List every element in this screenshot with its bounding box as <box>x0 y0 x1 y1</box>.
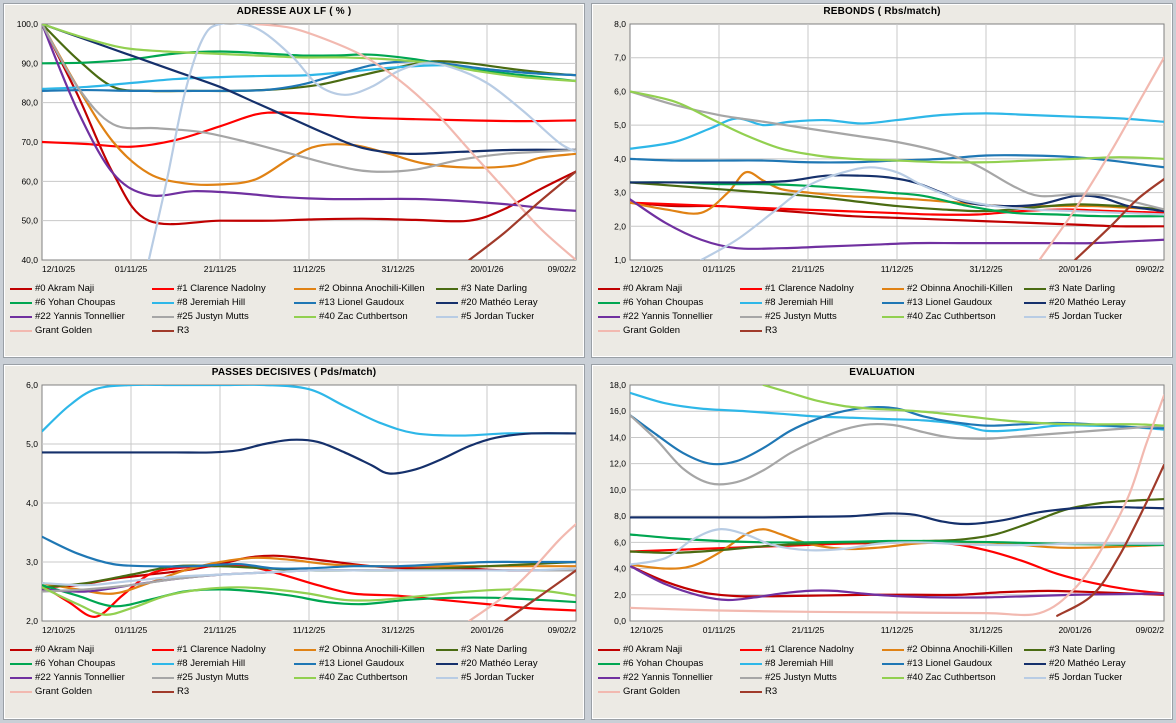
legend-label: #5 Jordan Tucker <box>461 672 535 683</box>
legend-label: #20 Mathéo Leray <box>461 297 538 308</box>
svg-text:21/11/25: 21/11/25 <box>203 264 237 274</box>
legend-label: #3 Nate Darling <box>461 283 528 294</box>
legend-swatch-icon <box>740 677 762 679</box>
legend-item <box>10 282 152 296</box>
svg-text:4,0: 4,0 <box>614 153 626 164</box>
legend-item <box>740 310 882 324</box>
legend-item <box>1024 296 1166 310</box>
legend-label: #6 Yohan Choupas <box>35 658 116 669</box>
legend-item <box>436 310 578 324</box>
legend-item <box>294 310 436 324</box>
legend-item <box>882 643 1024 657</box>
legend-label: #8 Jeremiah Hill <box>177 658 246 669</box>
svg-text:31/12/25: 31/12/25 <box>969 625 1003 635</box>
legend-label: #40 Zac Cuthbertson <box>907 672 996 683</box>
legend-swatch-icon <box>740 663 762 665</box>
svg-text:40,0: 40,0 <box>21 255 38 265</box>
legend-swatch-icon <box>740 691 762 693</box>
legend-item <box>436 282 578 296</box>
legend-label: #40 Zac Cuthbertson <box>319 311 408 322</box>
legend-label: #1 Clarence Nadolny <box>177 283 266 294</box>
svg-text:50,0: 50,0 <box>21 215 38 226</box>
legend-item <box>10 324 152 338</box>
legend-label: #20 Mathéo Leray <box>1049 658 1126 669</box>
legend-swatch-icon <box>1024 316 1046 318</box>
legend-swatch-icon <box>294 677 316 679</box>
legend-item <box>152 643 294 657</box>
legend-label: #40 Zac Cuthbertson <box>319 672 408 683</box>
legend-swatch-icon <box>740 288 762 290</box>
legend-swatch-icon <box>598 316 620 318</box>
legend-item <box>1024 643 1166 657</box>
legend-swatch-icon <box>1024 677 1046 679</box>
svg-text:12/10/25: 12/10/25 <box>42 264 76 274</box>
legend-item <box>436 657 578 671</box>
legend-label: #22 Yannis Tonnellier <box>623 672 713 683</box>
legend-item <box>882 296 1024 310</box>
svg-text:21/11/25: 21/11/25 <box>791 625 825 635</box>
legend-item <box>1024 671 1166 685</box>
legend-item <box>598 671 740 685</box>
legend-label: #22 Yannis Tonnellier <box>35 311 125 322</box>
legend-label: #25 Justyn Mutts <box>177 311 249 322</box>
legend-item <box>10 685 152 699</box>
legend-swatch-icon <box>152 691 174 693</box>
legend-label: #0 Akram Naji <box>35 283 95 294</box>
legend-label: #2 Obinna Anochili-Killen <box>319 644 425 655</box>
legend-item <box>598 310 740 324</box>
legend-swatch-icon <box>740 330 762 332</box>
legend-label: #25 Justyn Mutts <box>177 672 249 683</box>
legend-0 <box>10 282 578 338</box>
svg-text:12,0: 12,0 <box>609 458 626 469</box>
legend-label: #6 Yohan Choupas <box>35 297 116 308</box>
legend-item <box>10 310 152 324</box>
legend-label: #40 Zac Cuthbertson <box>907 311 996 322</box>
legend-item <box>436 671 578 685</box>
legend-label: R3 <box>765 325 778 336</box>
svg-text:5,0: 5,0 <box>26 439 38 449</box>
legend-item <box>740 643 882 657</box>
legend-item <box>294 671 436 685</box>
legend-swatch-icon <box>294 663 316 665</box>
legend-label: #22 Yannis Tonnellier <box>35 672 125 683</box>
svg-text:31/12/25: 31/12/25 <box>381 264 415 274</box>
legend-item <box>152 296 294 310</box>
legend-label: Grant Golden <box>35 686 93 697</box>
legend-item <box>740 657 882 671</box>
svg-text:6,0: 6,0 <box>614 537 626 548</box>
svg-text:3,0: 3,0 <box>26 557 38 567</box>
legend-item <box>882 671 1024 685</box>
legend-swatch-icon <box>1024 288 1046 290</box>
legend-item <box>598 324 740 338</box>
legend-label: #2 Obinna Anochili-Killen <box>319 283 425 294</box>
legend-swatch-icon <box>1024 649 1046 651</box>
legend-swatch-icon <box>152 330 174 332</box>
svg-text:01/11/25: 01/11/25 <box>702 264 736 274</box>
svg-text:18,0: 18,0 <box>609 380 626 390</box>
legend-swatch-icon <box>882 302 904 304</box>
svg-text:7,0: 7,0 <box>614 52 626 63</box>
svg-text:14,0: 14,0 <box>609 432 626 443</box>
svg-text:11/12/25: 11/12/25 <box>292 264 326 274</box>
legend-item <box>152 671 294 685</box>
legend-swatch-icon <box>882 316 904 318</box>
legend-item <box>598 296 740 310</box>
legend-label: Grant Golden <box>623 325 681 336</box>
panel-passes-decisives <box>0 361 588 723</box>
legend-swatch-icon <box>436 288 458 290</box>
svg-text:3,0: 3,0 <box>614 187 626 198</box>
legend-item <box>598 643 740 657</box>
legend-label: #8 Jeremiah Hill <box>765 297 834 308</box>
svg-text:11/12/25: 11/12/25 <box>292 625 326 635</box>
svg-text:01/11/25: 01/11/25 <box>702 625 736 635</box>
legend-label: #22 Yannis Tonnellier <box>623 311 713 322</box>
legend-item <box>740 685 882 699</box>
legend-1 <box>598 282 1166 338</box>
legend-swatch-icon <box>10 302 32 304</box>
svg-text:31/12/25: 31/12/25 <box>969 264 1003 274</box>
legend-label: #13 Lionel Gaudoux <box>319 658 405 669</box>
panel-rebonds <box>588 0 1176 361</box>
svg-text:20/01/26: 20/01/26 <box>1058 264 1092 274</box>
legend-label: #1 Clarence Nadolny <box>765 283 854 294</box>
svg-text:12/10/25: 12/10/25 <box>630 264 664 274</box>
plot-area-1 <box>596 18 1170 280</box>
legend-item <box>152 324 294 338</box>
legend-item <box>152 657 294 671</box>
legend-swatch-icon <box>152 302 174 304</box>
legend-swatch-icon <box>152 663 174 665</box>
svg-text:10,0: 10,0 <box>609 484 626 495</box>
svg-text:0,0: 0,0 <box>614 616 626 626</box>
legend-swatch-icon <box>436 677 458 679</box>
legend-label: R3 <box>177 325 190 336</box>
svg-text:01/11/25: 01/11/25 <box>114 625 148 635</box>
plot-area-3 <box>596 379 1170 641</box>
legend-swatch-icon <box>152 288 174 290</box>
legend-label: Grant Golden <box>623 686 681 697</box>
legend-label: R3 <box>177 686 190 697</box>
legend-swatch-icon <box>152 649 174 651</box>
legend-item <box>436 296 578 310</box>
legend-label: #3 Nate Darling <box>461 644 528 655</box>
legend-label: Grant Golden <box>35 325 93 336</box>
legend-label: #13 Lionel Gaudoux <box>907 297 993 308</box>
legend-label: #2 Obinna Anochili-Killen <box>907 283 1013 294</box>
legend-label: #25 Justyn Mutts <box>765 672 837 683</box>
legend-item <box>740 324 882 338</box>
legend-label: #5 Jordan Tucker <box>1049 672 1123 683</box>
svg-text:4,0: 4,0 <box>614 563 626 574</box>
legend-label: #3 Nate Darling <box>1049 283 1116 294</box>
legend-item <box>294 282 436 296</box>
legend-label: R3 <box>765 686 778 697</box>
legend-3 <box>598 643 1166 699</box>
legend-swatch-icon <box>10 316 32 318</box>
panel-adresse-aux-lf <box>0 0 588 361</box>
chart-title-2: PASSES DECISIVES ( Pds/match) <box>211 367 377 378</box>
legend-swatch-icon <box>882 677 904 679</box>
legend-item <box>10 657 152 671</box>
svg-text:11/12/25: 11/12/25 <box>880 264 914 274</box>
legend-label: #8 Jeremiah Hill <box>177 297 246 308</box>
legend-label: #0 Akram Naji <box>623 283 683 294</box>
legend-label: #13 Lionel Gaudoux <box>319 297 405 308</box>
legend-swatch-icon <box>598 288 620 290</box>
legend-item <box>294 657 436 671</box>
legend-item <box>882 282 1024 296</box>
chart-title-0: ADRESSE AUX LF ( % ) <box>236 6 352 17</box>
legend-swatch-icon <box>10 330 32 332</box>
legend-item <box>294 643 436 657</box>
svg-text:2,0: 2,0 <box>614 221 626 232</box>
legend-swatch-icon <box>10 649 32 651</box>
legend-label: #6 Yohan Choupas <box>623 297 704 308</box>
legend-item <box>598 657 740 671</box>
legend-swatch-icon <box>152 677 174 679</box>
plot-area-0 <box>8 18 582 280</box>
legend-swatch-icon <box>436 316 458 318</box>
svg-text:5,0: 5,0 <box>614 120 626 131</box>
legend-item <box>598 282 740 296</box>
legend-item <box>882 657 1024 671</box>
legend-item <box>152 282 294 296</box>
legend-item <box>1024 310 1166 324</box>
svg-text:09/02/2: 09/02/2 <box>547 625 576 635</box>
svg-text:16,0: 16,0 <box>609 406 626 417</box>
plot-area-2 <box>8 379 582 641</box>
legend-item <box>152 310 294 324</box>
legend-swatch-icon <box>294 288 316 290</box>
svg-text:20/01/26: 20/01/26 <box>1058 625 1092 635</box>
legend-item <box>1024 657 1166 671</box>
panel-evaluation <box>588 361 1176 723</box>
svg-text:01/11/25: 01/11/25 <box>114 264 148 274</box>
svg-text:6,0: 6,0 <box>26 380 38 390</box>
legend-swatch-icon <box>598 302 620 304</box>
svg-text:12/10/25: 12/10/25 <box>630 625 664 635</box>
legend-swatch-icon <box>598 330 620 332</box>
legend-swatch-icon <box>10 691 32 693</box>
legend-label: #5 Jordan Tucker <box>461 311 535 322</box>
legend-swatch-icon <box>1024 663 1046 665</box>
legend-label: #3 Nate Darling <box>1049 644 1116 655</box>
legend-swatch-icon <box>740 302 762 304</box>
legend-item <box>10 296 152 310</box>
svg-text:21/11/25: 21/11/25 <box>203 625 237 635</box>
legend-label: #0 Akram Naji <box>35 644 95 655</box>
svg-text:8,0: 8,0 <box>614 19 626 29</box>
svg-text:100,0: 100,0 <box>16 19 38 29</box>
legend-label: #25 Justyn Mutts <box>765 311 837 322</box>
svg-text:1,0: 1,0 <box>614 255 626 265</box>
legend-swatch-icon <box>740 649 762 651</box>
legend-swatch-icon <box>882 288 904 290</box>
legend-item <box>152 685 294 699</box>
legend-swatch-icon <box>10 677 32 679</box>
legend-swatch-icon <box>882 649 904 651</box>
legend-item <box>740 282 882 296</box>
legend-swatch-icon <box>152 316 174 318</box>
legend-item <box>740 296 882 310</box>
legend-item <box>10 643 152 657</box>
legend-swatch-icon <box>436 663 458 665</box>
svg-text:09/02/2: 09/02/2 <box>1135 264 1164 274</box>
legend-label: #5 Jordan Tucker <box>1049 311 1123 322</box>
svg-text:12/10/25: 12/10/25 <box>42 625 76 635</box>
svg-text:21/11/25: 21/11/25 <box>791 264 825 274</box>
legend-swatch-icon <box>294 302 316 304</box>
svg-text:2,0: 2,0 <box>26 616 38 626</box>
legend-item <box>294 296 436 310</box>
legend-label: #13 Lionel Gaudoux <box>907 658 993 669</box>
legend-swatch-icon <box>294 649 316 651</box>
legend-swatch-icon <box>294 316 316 318</box>
svg-text:70,0: 70,0 <box>21 137 38 147</box>
svg-text:4,0: 4,0 <box>26 498 38 508</box>
legend-swatch-icon <box>10 288 32 290</box>
legend-label: #20 Mathéo Leray <box>461 658 538 669</box>
legend-item <box>436 643 578 657</box>
svg-text:8,0: 8,0 <box>614 511 626 522</box>
svg-text:09/02/2: 09/02/2 <box>1135 625 1164 635</box>
legend-swatch-icon <box>598 663 620 665</box>
legend-swatch-icon <box>598 649 620 651</box>
legend-label: #2 Obinna Anochili-Killen <box>907 644 1013 655</box>
legend-2 <box>10 643 578 699</box>
legend-label: #0 Akram Naji <box>623 644 683 655</box>
legend-label: #8 Jeremiah Hill <box>765 658 834 669</box>
legend-swatch-icon <box>436 302 458 304</box>
legend-label: #1 Clarence Nadolny <box>177 644 266 655</box>
chart-title-3: EVALUATION <box>849 367 915 378</box>
svg-text:20/01/26: 20/01/26 <box>470 264 504 274</box>
svg-text:2,0: 2,0 <box>614 589 626 600</box>
svg-text:11/12/25: 11/12/25 <box>880 625 914 635</box>
legend-swatch-icon <box>598 691 620 693</box>
legend-swatch-icon <box>740 316 762 318</box>
legend-swatch-icon <box>882 663 904 665</box>
legend-swatch-icon <box>436 649 458 651</box>
legend-item <box>882 310 1024 324</box>
legend-swatch-icon <box>598 677 620 679</box>
legend-label: #1 Clarence Nadolny <box>765 644 854 655</box>
legend-swatch-icon <box>10 663 32 665</box>
svg-text:90,0: 90,0 <box>21 58 38 69</box>
legend-item <box>1024 282 1166 296</box>
svg-text:31/12/25: 31/12/25 <box>381 625 415 635</box>
svg-text:09/02/2: 09/02/2 <box>547 264 576 274</box>
svg-text:80,0: 80,0 <box>21 97 38 108</box>
legend-item <box>740 671 882 685</box>
chart-title-1: REBONDS ( Rbs/match) <box>823 6 941 17</box>
legend-label: #20 Mathéo Leray <box>1049 297 1126 308</box>
legend-item <box>598 685 740 699</box>
legend-swatch-icon <box>1024 302 1046 304</box>
svg-text:6,0: 6,0 <box>614 86 626 97</box>
svg-text:60,0: 60,0 <box>21 176 38 187</box>
svg-text:20/01/26: 20/01/26 <box>470 625 504 635</box>
legend-label: #6 Yohan Choupas <box>623 658 704 669</box>
legend-item <box>10 671 152 685</box>
